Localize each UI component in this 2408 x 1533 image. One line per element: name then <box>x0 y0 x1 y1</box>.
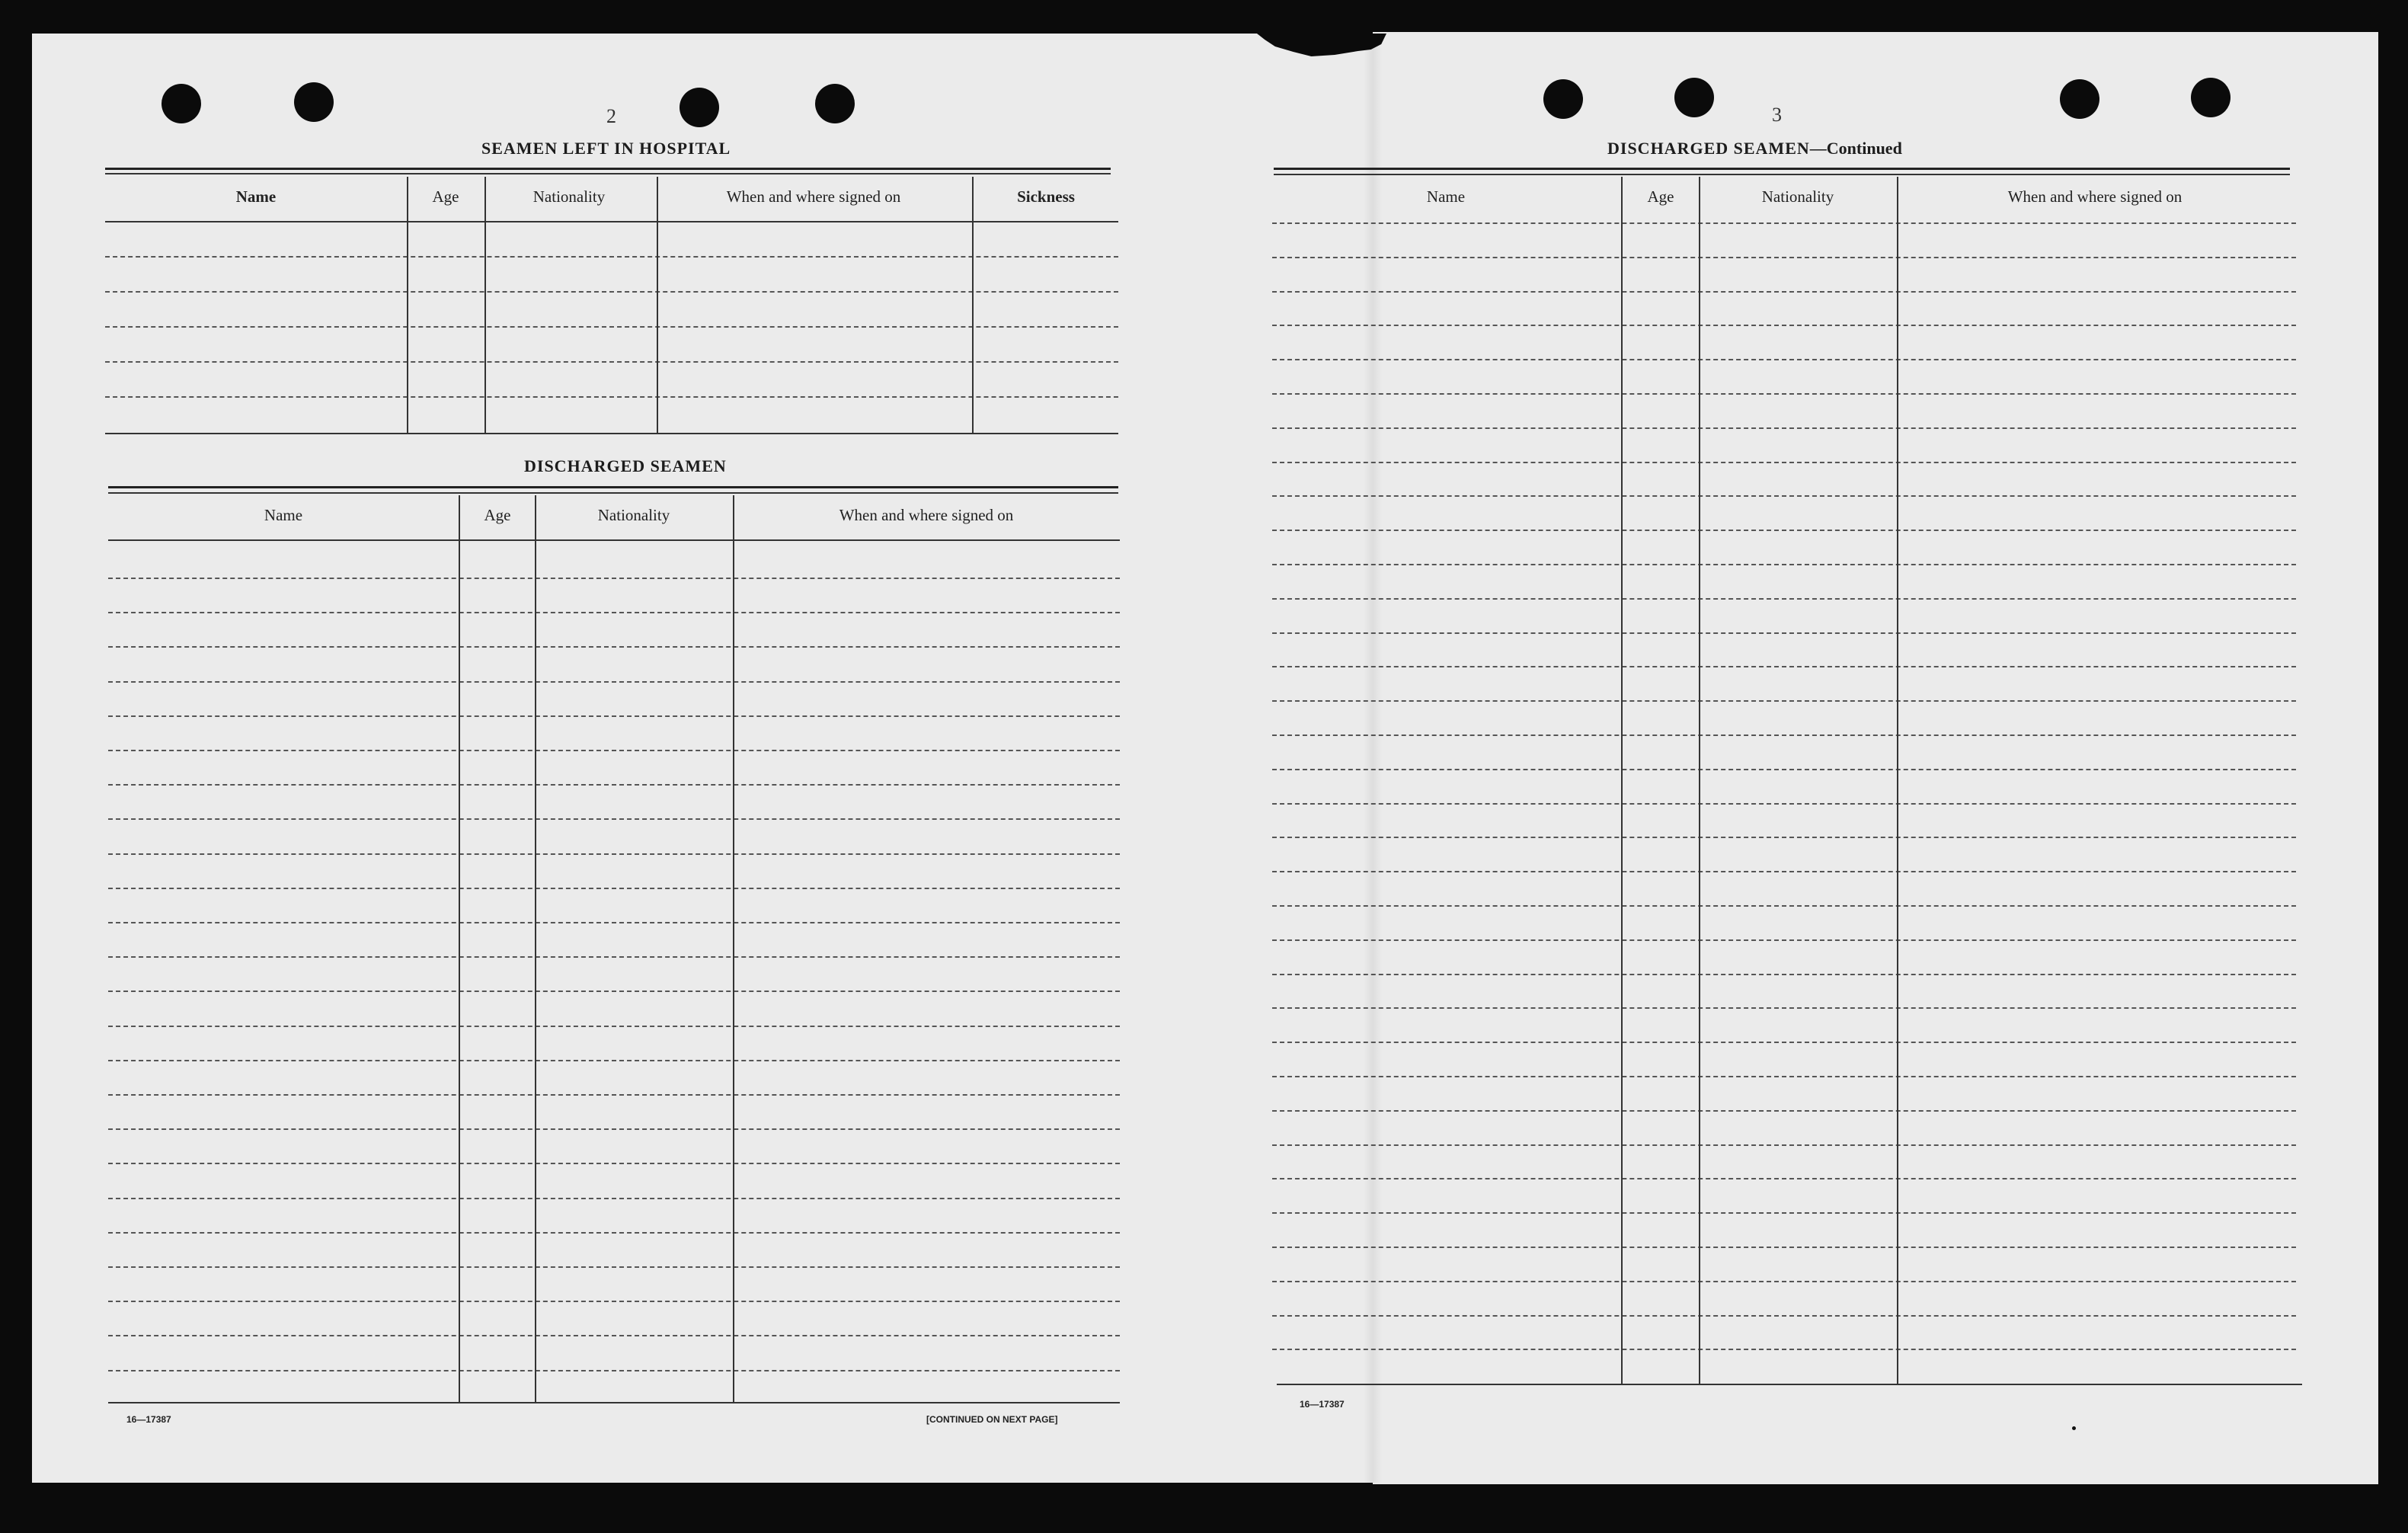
blank-row-line <box>1272 1281 2296 1282</box>
blank-row-line <box>1272 1315 2296 1317</box>
blank-row-line <box>108 1163 1120 1164</box>
blank-row-line <box>1272 598 2296 600</box>
punch-hole <box>294 82 334 122</box>
blank-row-line <box>108 681 1120 683</box>
blank-row-line <box>1272 291 2296 293</box>
blank-row-line <box>108 1370 1120 1371</box>
blank-row-line <box>108 956 1120 958</box>
blank-row-line <box>108 784 1120 786</box>
right-page <box>1373 32 2378 1484</box>
blank-row-line <box>105 256 1118 258</box>
blank-row-line <box>1272 1076 2296 1077</box>
blank-row-line <box>1272 257 2296 258</box>
punch-hole <box>680 88 719 127</box>
blank-row-line <box>1272 1144 2296 1146</box>
column-separator <box>657 177 658 433</box>
col-header-age: Age <box>432 187 459 206</box>
col-header-nationality: Nationality <box>532 187 606 206</box>
blank-row-line <box>108 922 1120 923</box>
blank-row-line <box>1272 1212 2296 1214</box>
blank-row-line <box>108 1026 1120 1027</box>
blank-row-line <box>1272 1247 2296 1248</box>
col-header-signed-on: When and where signed on <box>726 187 901 206</box>
blank-row-line <box>105 326 1118 328</box>
blank-row-line <box>108 750 1120 751</box>
punch-hole <box>2191 78 2231 117</box>
blank-row-line <box>1272 939 2296 941</box>
blank-row-line <box>1272 1007 2296 1009</box>
blank-row-line <box>108 1198 1120 1199</box>
blank-row-line <box>1272 837 2296 838</box>
blank-row-line <box>105 396 1118 398</box>
punch-hole <box>1543 79 1583 119</box>
right-table-top-rule-inner <box>1274 174 2290 175</box>
blank-row-line <box>1272 769 2296 770</box>
continued-note: [CONTINUED ON NEXT PAGE] <box>926 1414 1058 1425</box>
blank-row-line <box>1272 1349 2296 1350</box>
page-fold <box>1364 34 1382 1483</box>
col-header-age: Age <box>1647 187 1674 206</box>
column-separator <box>1621 177 1623 1384</box>
col-header-signed-on: When and where signed on <box>2007 187 2183 206</box>
page-number-left: 2 <box>606 105 616 127</box>
blank-row-line <box>1272 325 2296 326</box>
discharged-header-rule <box>108 539 1120 541</box>
blank-row-line <box>1272 1110 2296 1112</box>
blank-row-line <box>108 853 1120 855</box>
punch-hole <box>2060 79 2099 119</box>
blank-row-line <box>108 1060 1120 1061</box>
column-separator <box>407 177 408 433</box>
col-header-name: Name <box>235 187 277 206</box>
continued-suffix: —Continued <box>1809 139 1902 158</box>
column-separator <box>459 495 460 1402</box>
col-header-age: Age <box>484 506 511 524</box>
discharged-table-top-rule <box>108 486 1118 488</box>
blank-row-line <box>105 361 1118 363</box>
discharged-section-title: DISCHARGED SEAMEN <box>524 456 727 475</box>
blank-row-line <box>108 715 1120 717</box>
hospital-table-bottom-rule <box>105 433 1118 434</box>
discharged-continued-title-main: DISCHARGED SEAMEN <box>1607 139 1810 158</box>
col-header-name: Name <box>1426 187 1466 206</box>
hospital-table-top-rule-inner <box>105 173 1111 174</box>
col-header-name: Name <box>264 506 303 524</box>
blank-row-line <box>1272 1042 2296 1043</box>
column-separator <box>972 177 974 433</box>
hospital-table-top-rule <box>105 168 1111 170</box>
column-separator <box>484 177 486 433</box>
blank-row-line <box>1272 495 2296 497</box>
blank-row-line <box>105 291 1118 293</box>
blank-row-line <box>108 578 1120 579</box>
hospital-section-title: SEAMEN LEFT IN HOSPITAL <box>481 139 731 158</box>
col-header-sickness: Sickness <box>1017 187 1075 206</box>
blank-row-line <box>1272 700 2296 702</box>
col-header-nationality: Nationality <box>597 506 670 524</box>
col-header-signed-on: When and where signed on <box>839 506 1014 524</box>
blank-row-line <box>108 1232 1120 1234</box>
right-table-bottom-rule <box>1277 1384 2302 1385</box>
column-separator <box>1897 177 1898 1384</box>
blank-row-line <box>1272 462 2296 463</box>
blank-row-line <box>1272 905 2296 907</box>
form-number-right: 16—17387 <box>1300 1399 1345 1410</box>
page-number-right: 3 <box>1772 104 1782 126</box>
blank-row-line <box>108 991 1120 992</box>
blank-row-line <box>1272 803 2296 805</box>
blank-row-line <box>1272 564 2296 565</box>
blank-row-line <box>108 1094 1120 1096</box>
blank-row-line <box>1272 222 2296 224</box>
column-separator <box>733 495 734 1402</box>
blank-row-line <box>1272 427 2296 429</box>
blank-row-line <box>1272 734 2296 736</box>
blank-row-line <box>108 1335 1120 1336</box>
discharged-table-bottom-rule <box>108 1402 1120 1403</box>
blank-row-line <box>108 646 1120 648</box>
blank-row-line <box>108 818 1120 820</box>
blank-row-line <box>1272 974 2296 975</box>
hospital-header-rule <box>105 221 1118 222</box>
blank-row-line <box>1272 359 2296 360</box>
punch-hole <box>1674 78 1714 117</box>
discharged-table-top-rule-inner <box>108 492 1118 494</box>
blank-row-line <box>108 612 1120 613</box>
right-table-top-rule <box>1274 168 2290 170</box>
blank-row-line <box>108 888 1120 889</box>
punch-hole <box>161 84 201 123</box>
discharged-continued-title <box>1607 139 1902 158</box>
blank-row-line <box>1272 666 2296 667</box>
blank-row-line <box>1272 393 2296 395</box>
ink-speck <box>2072 1426 2076 1430</box>
col-header-nationality: Nationality <box>1761 187 1834 206</box>
punch-hole <box>815 84 855 123</box>
blank-row-line <box>108 1301 1120 1302</box>
left-page <box>32 34 1373 1483</box>
blank-row-line <box>1272 530 2296 531</box>
form-number-left: 16—17387 <box>126 1414 171 1425</box>
blank-row-line <box>108 1128 1120 1130</box>
column-separator <box>1699 177 1700 1384</box>
blank-row-line <box>1272 632 2296 634</box>
blank-row-line <box>108 1266 1120 1268</box>
blank-row-line <box>1272 871 2296 872</box>
blank-row-line <box>1272 1178 2296 1179</box>
column-separator <box>535 495 536 1402</box>
